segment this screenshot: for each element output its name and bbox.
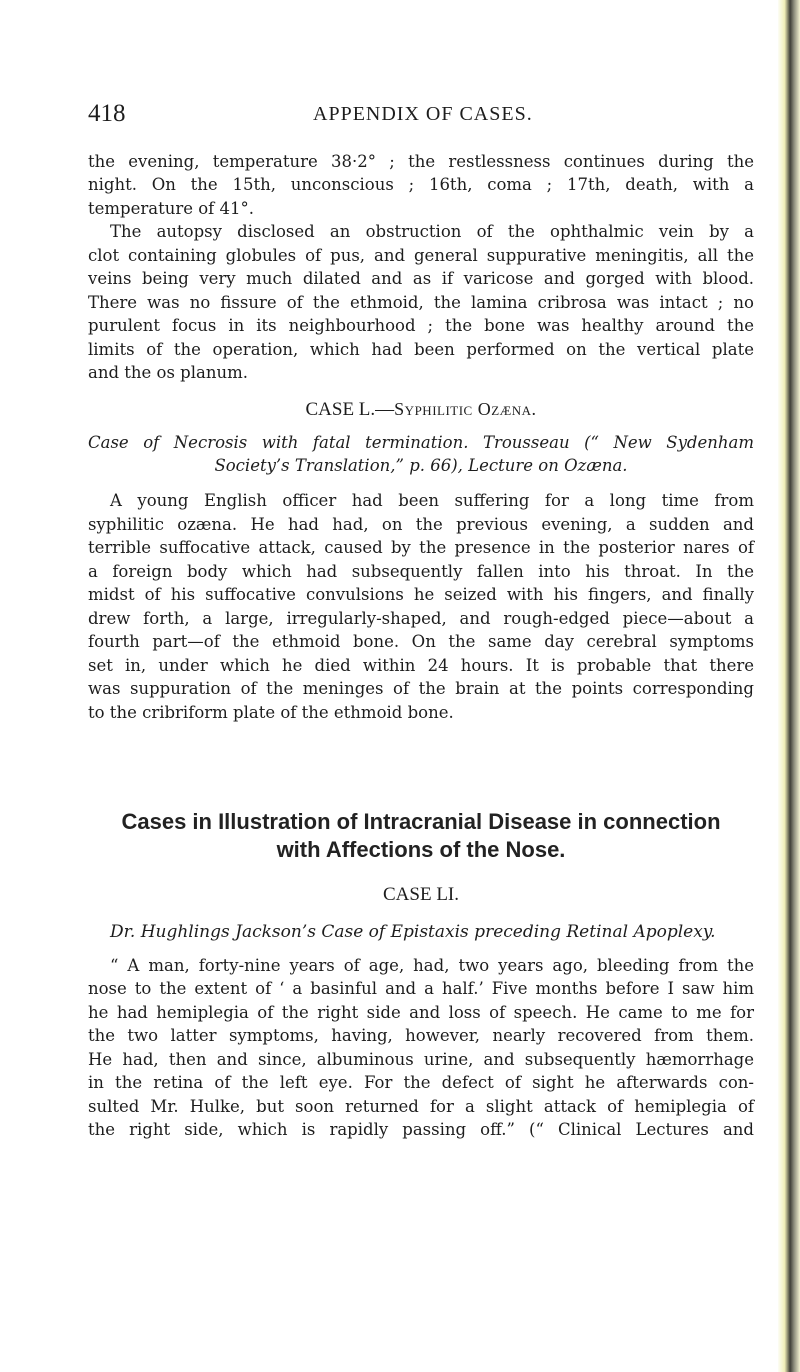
paragraph-autopsy <box>88 220 754 384</box>
case-subtitle: Syphilitic Ozæna. <box>394 398 537 419</box>
text-line: the evening, temperature 38·2° ; the restlessness continues during the <box>88 152 754 171</box>
text-line: midst of his suffocative convulsions he seized with his fingers, and finally <box>88 585 754 605</box>
text-line: clot containing globules of pus, and general suppurative meningitis, all the <box>88 245 754 265</box>
text-line: There was no fissure of the ethmoid, the lamina cribrosa was intact ; no <box>88 292 754 312</box>
text-line: temperature of 41°. <box>88 198 255 218</box>
case-heading: CASE LI. <box>383 883 459 905</box>
case-title <box>88 431 754 478</box>
paragraph-case-l <box>88 489 754 724</box>
section-title-line: with Affections of the Nose. <box>276 836 566 862</box>
running-title: APPENDIX OF CASES. <box>313 103 533 125</box>
text-line: He had, then and since, albuminous urine, and subsequently hæmorrhage <box>88 1049 754 1069</box>
text-line: set in, under which he died within 24 hours. It is probable that there <box>88 655 754 675</box>
case-title-line: Case of Necrosis with fatal termination. Trousseau (“ New Sydenham <box>88 432 754 452</box>
text-line: he had hemiplegia of the right side and loss of speech. He came to me for <box>88 1002 754 1022</box>
text-line: the right side, which is rapidly passing off.” (“ Clinical Lectures and <box>88 1120 754 1140</box>
text-line: a foreign body which had subsequently fallen into his throat. In the <box>88 561 754 581</box>
case-label: CASE L.— <box>305 398 395 420</box>
section-title-line: Cases in Illustration of Intracranial Disease in connection <box>121 808 721 834</box>
text-line: A young English officer had been suffering for a long time from <box>110 491 754 511</box>
text-line: sulted Mr. Hulke, but soon returned for a slight attack of hemiplegia of <box>88 1096 754 1116</box>
text-line: nose to the extent of ‘ a basinful and a half.’ Five months before I saw him <box>88 979 754 999</box>
text-line: terrible suffocative attack, caused by the presence in the posterior nares of <box>88 538 754 558</box>
case-heading <box>88 399 754 421</box>
page-number: 418 <box>88 100 126 127</box>
text-line: syphilitic ozæna. He had had, on the previous evening, a sudden and <box>88 514 754 534</box>
text-line: fourth part—of the ethmoid bone. On the same day cerebral symptoms <box>88 632 754 652</box>
text-line: and the os planum. <box>88 363 249 383</box>
text-line: to the cribriform plate of the ethmoid bone. <box>88 702 454 722</box>
text-line: was suppuration of the meninges of the brain at the points corresponding <box>88 679 754 699</box>
text-line: “ A man, forty-nine years of age, had, two years ago, bleeding from the <box>110 955 754 975</box>
text-line: purulent focus in its neighbourhood ; the bone was healthy around the <box>88 316 754 336</box>
page-body <box>88 150 754 1142</box>
text-line: The autopsy disclosed an obstruction of the ophthalmic vein by a <box>110 222 754 242</box>
text-line: veins being very much dilated and as if varicose and gorged with blood. <box>88 269 754 289</box>
text-line: in the retina of the left eye. For the defect of sight he afterwards con- <box>88 1073 754 1093</box>
case-title-line: Society’s Translation,” p. 66), Lecture on Ozæna. <box>214 455 628 475</box>
section-title <box>88 808 754 864</box>
page-edge-shadow <box>778 0 800 1372</box>
text-line: drew forth, a large, irregularly-shaped, and rough-edged piece—about a <box>88 608 754 628</box>
text-line: limits of the operation, which had been performed on the vertical plate <box>88 339 754 359</box>
text-line: the two latter symptoms, having, however, nearly recovered from them. <box>88 1026 754 1046</box>
paragraph-continuation <box>88 150 754 220</box>
case-title: Dr. Hughlings Jackson’s Case of Epistaxis preceding Retinal Apoplexy. <box>110 921 716 942</box>
paragraph-case-li <box>88 954 754 1142</box>
text-line: night. On the 15th, unconscious ; 16th, coma ; 17th, death, with a <box>88 175 754 195</box>
running-head <box>88 100 778 136</box>
